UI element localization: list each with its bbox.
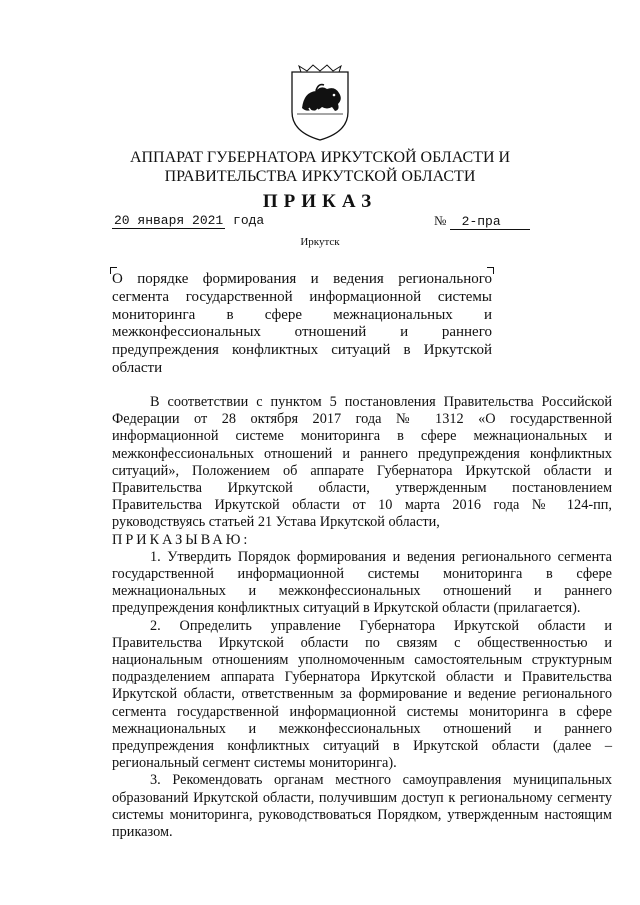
document-subject: О порядке формирования и ведения регионального сегмента государственной информационной системы мониторинга в сфере межнациональных и межконфессиональных отношений и раннего предупреждения конфликтных ситуаций в Иркутской области: [112, 271, 492, 376]
org-line-2: ПРАВИТЕЛЬСТВА ИРКУТСКОЙ ОБЛАСТИ: [164, 168, 476, 185]
date-suffix: года: [233, 213, 265, 228]
date-value: 20 января 2021: [114, 213, 224, 228]
order-item-2: 2. Определить управление Губернатора Иркутской области и Правительства Иркутской области по связям с общественностью и национальным отношениям уполномоченным самостоятельным структурным подразделением аппарата Губернатора Иркутской области и Правительства Иркутской области, ответственным за формирование и ведение регионального сегмента государственной информационной системы мониторинга в сфере межнациональных и межконфессиональных отношений и раннего предупреждения конфликтных ситуаций в Иркутской области (далее – региональный сегмент системы мониторинга).: [112, 617, 612, 772]
preamble-paragraph: В соответствии с пунктом 5 постановления Правительства Российской Федерации от 28 октября 2017 года № 1312 «О государственной информационной системе мониторинга в сфере межнациональных и межконфессиональных отношений и раннего предупреждения конфликтных ситуаций», Положением об аппарате Губернатора Иркутской области и Правительства Иркутской области, утвержденным постановлением Правительства Иркутской области от 10 марта 2016 года № 124-пп, руководствуясь статьей 21 Устава Иркутской области,: [112, 394, 612, 531]
document-number: [434, 213, 530, 230]
document-date: [112, 213, 264, 228]
document-city: Иркутск: [300, 236, 340, 248]
document-body: [112, 394, 612, 841]
irkutsk-coat-of-arms-icon: [289, 62, 351, 142]
org-line-1: АППАРАТ ГУБЕРНАТОРА ИРКУТСКОЙ ОБЛАСТИ И: [129, 149, 511, 166]
order-item-3: 3. Рекомендовать органам местного самоуправления муниципальных образований Иркутской области, получившим доступ к региональному сегменту системы мониторинга, руководствоваться Порядком, утвержденным настоящим приказом.: [112, 772, 612, 841]
order-item-1: 1. Утвердить Порядок формирования и ведения регионального сегмента государственной информационной системы мониторинга в сфере межнациональных и межконфессиональных отношений и раннего предупреждения конфликтных ситуаций в Иркутской области (прилагается).: [112, 548, 612, 617]
document-type: ПРИКАЗ: [262, 191, 378, 212]
organization-name: [60, 148, 580, 186]
number-value: 2-пра: [450, 214, 530, 230]
number-sign: №: [434, 213, 447, 228]
order-word: ПРИКАЗЫВАЮ:: [112, 531, 251, 548]
